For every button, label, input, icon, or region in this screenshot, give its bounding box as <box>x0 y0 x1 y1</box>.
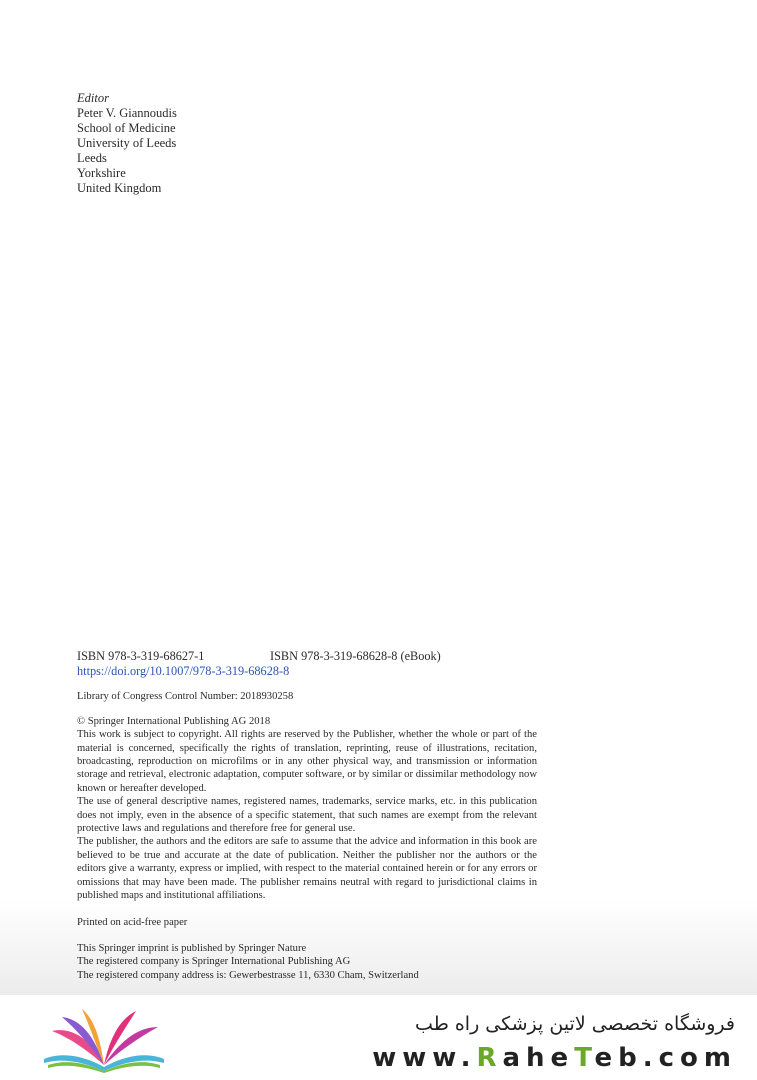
copyright-paragraph: This work is subject to copyright. All rights are reserved by the Publisher, whether the whole or part of the material is concerned, specifically the rights of translation, reprinting, reuse of illustrations, recitation, broadcasting, reproduction on microfilms or in any other physical way, and transmission or information storage and retrieval, electronic adaptation, computer software, or by similar or dissimilar methodology now known or hereafter developed. <box>77 729 537 794</box>
editor-affiliation-line: School of Medicine <box>77 121 176 135</box>
names-paragraph: The use of general descriptive names, registered names, trademarks, service marks, etc. in this publication does not imply, even in the absence of a specific statement, that such names are exempt from the relevant protective laws and regulations and therefore free for general use. <box>77 796 537 835</box>
editor-affiliation-line: Leeds <box>77 151 107 165</box>
imprint-line: The registered company is Springer International Publishing AG <box>77 956 351 968</box>
editor-affiliation-line: United Kingdom <box>77 181 162 195</box>
editor-affiliation-line: Yorkshire <box>77 166 126 180</box>
url-part: eb.com <box>594 1043 737 1073</box>
springer-imprint <box>77 942 537 982</box>
acid-free-note: Printed on acid-free paper <box>77 916 188 928</box>
copyright-notice: © Springer International Publishing AG 2018 <box>77 715 271 727</box>
store-name: فروشگاه تخصصی لاتین پزشکی راه طب <box>415 1013 735 1035</box>
editor-role: Editor <box>77 91 109 105</box>
disclaimer-paragraph: The publisher, the authors and the editors are safe to assume that the advice and information in this book are believed to be true and accurate at the date of publication. Neither the publisher nor the authors or the editors give a warranty, express or implied, with respect to the material contained herein or for any errors or omissions that may have been made. The publisher remains neutral with regard to jurisdictional claims in published maps and institutional affiliations. <box>77 836 537 902</box>
doi-link[interactable]: https://doi.org/10.1007/978-3-319-68628-8 <box>77 664 290 678</box>
url-part: www. <box>372 1043 477 1073</box>
open-book-logo-icon <box>40 1007 168 1073</box>
isbn-line <box>77 649 537 664</box>
url-part: ahe <box>502 1043 575 1073</box>
url-part: T <box>574 1043 595 1073</box>
imprint-line: This Springer imprint is published by Springer Nature <box>77 942 307 954</box>
site-url <box>372 1043 737 1073</box>
editor-name: Peter V. Giannoudis <box>77 106 177 120</box>
watermark-footer <box>0 995 757 1080</box>
isbn-print: ISBN 978-3-319-68627-1 <box>77 649 205 663</box>
isbn-ebook: ISBN 978-3-319-68628-8 (eBook) <box>270 649 441 663</box>
imprint-block <box>77 649 537 982</box>
editor-block <box>77 91 177 196</box>
url-part: R <box>476 1043 503 1073</box>
editor-affiliation-line: University of Leeds <box>77 136 177 150</box>
imprint-line: The registered company address is: Gewerbestrasse 11, 6330 Cham, Switzerland <box>77 969 419 981</box>
lccn-text: Library of Congress Control Number: 2018930258 <box>77 691 294 703</box>
